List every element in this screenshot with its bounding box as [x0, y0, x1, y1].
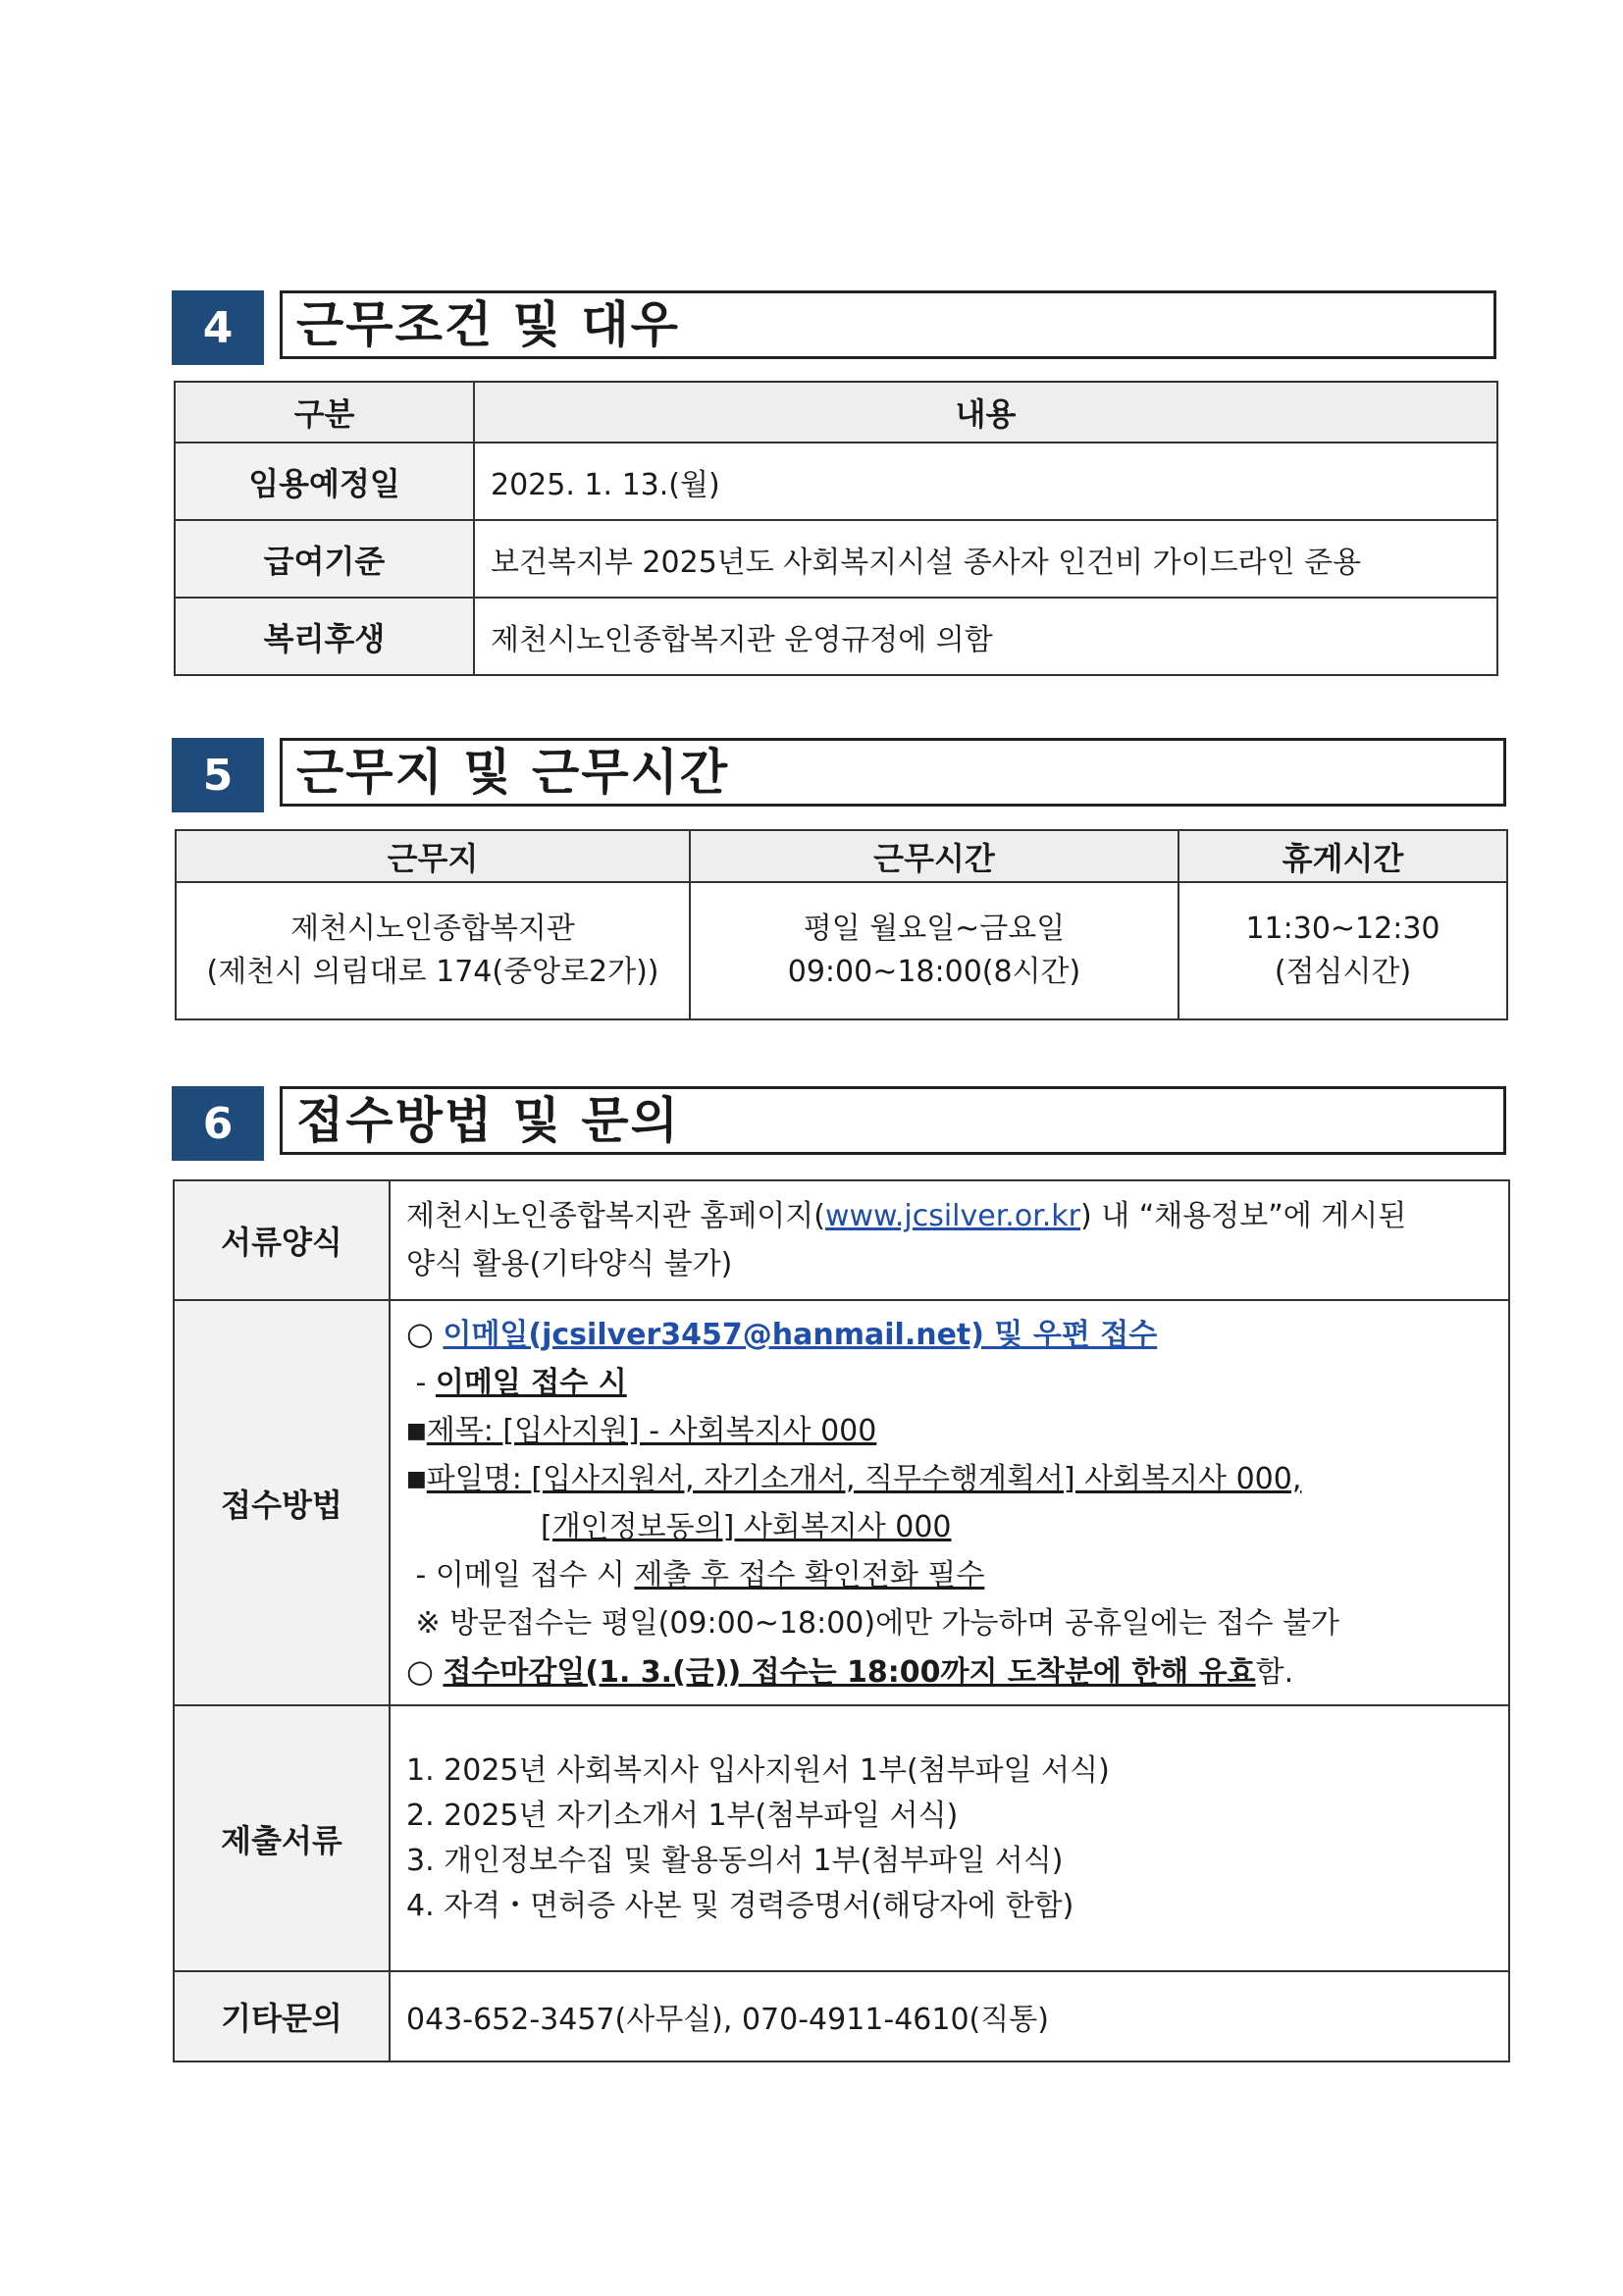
docs-content [390, 1705, 1509, 1971]
filename-value: [입사지원서, 자기소개서, 직무수행계획서] 사회복지사 000, [531, 1461, 1302, 1496]
subject-value: [입사지원] - 사회복지사 000 [502, 1413, 877, 1448]
visit-note: ※ 방문접수는 평일(09:00~18:00)에만 가능하며 공휴일에는 접수 불가 [415, 1605, 1339, 1641]
method-line-8 [406, 1647, 1492, 1696]
section-number: 5 [172, 738, 264, 812]
email-link[interactable]: 이메일(jcsilver3457@hanmail.net) 및 우편 접수 [443, 1317, 1158, 1352]
work-hours [690, 882, 1178, 1019]
row-label: 복리후생 [175, 598, 474, 675]
contact-value: 043-652-3457(사무실), 070-4911-4610(직통) [390, 1971, 1509, 2061]
confirm-required: 제출 후 접수 확인전화 필수 [634, 1557, 985, 1592]
header-category: 구분 [175, 382, 474, 443]
doc-item: 3. 개인정보수집 및 활용동의서 1부(첨부파일 서식) [406, 1843, 1064, 1878]
rest-time [1178, 882, 1507, 1019]
rest-note: (점심시간) [1274, 955, 1412, 989]
form-line-2: 양식 활용(기타양식 불가) [406, 1247, 733, 1281]
hours-time: 09:00~18:00(8시간) [787, 955, 1081, 989]
section-title: 근무지 및 근무시간 [280, 738, 1506, 807]
row-value: 제천시노인종합복지관 운영규정에 의함 [474, 598, 1497, 675]
form-text: ) 내 “채용정보”에 게시된 [1080, 1199, 1407, 1233]
header-rest: 휴게시간 [1178, 830, 1507, 882]
row-label: 임용예정일 [175, 443, 474, 520]
header-hours: 근무시간 [690, 830, 1178, 882]
doc-item: 4. 자격・면허증 사본 및 경력증명서(해당자에 한함) [406, 1888, 1074, 1923]
circle-bullet-icon: ○ [406, 1651, 434, 1690]
confirm-text: - 이메일 접수 시 [415, 1557, 635, 1592]
circle-bullet-icon: ○ [406, 1314, 434, 1352]
doc-item: 1. 2025년 사회복지사 입사지원서 1부(첨부파일 서식) [406, 1752, 1110, 1788]
row-label: 급여기준 [175, 520, 474, 598]
method-content [390, 1300, 1509, 1705]
section-6-header [172, 1086, 1506, 1161]
rest-range: 11:30~12:30 [1245, 912, 1440, 946]
dash: - [415, 1365, 427, 1400]
filename-value-2: [개인정보동의] 사회복지사 000 [541, 1509, 952, 1544]
section-4-header [172, 290, 1496, 365]
doc-item: 2. 2025년 자기소개서 1부(첨부파일 서식) [406, 1798, 959, 1833]
work-place [176, 882, 690, 1019]
homepage-link[interactable]: www.jcsilver.or.kr [824, 1199, 1080, 1233]
email-subheading: 이메일 접수 시 [435, 1365, 627, 1400]
header-content: 내용 [474, 382, 1497, 443]
subject-label: 제목: [426, 1413, 503, 1448]
square-bullet-icon: ■ [406, 1466, 427, 1491]
section-title: 근무조건 및 대우 [280, 290, 1496, 359]
section-number: 6 [172, 1086, 264, 1161]
deadline-suffix: 함. [1255, 1654, 1294, 1690]
method-line-1 [406, 1310, 1492, 1359]
hours-days: 평일 월요일~금요일 [803, 912, 1066, 946]
method-line-2 [406, 1359, 1492, 1407]
method-line-6 [406, 1551, 1492, 1599]
application-table [173, 1179, 1510, 2062]
form-label: 서류양식 [174, 1180, 390, 1300]
deadline-text: 접수마감일(1. 3.(금)) 접수는 18:00까지 도착분에 한해 유효 [443, 1654, 1256, 1690]
header-place: 근무지 [176, 830, 690, 882]
work-conditions-table [174, 381, 1498, 676]
form-content [390, 1180, 1509, 1300]
row-value: 보건복지부 2025년도 사회복지시설 종사자 인건비 가이드라인 준용 [474, 520, 1497, 598]
method-line-7 [406, 1599, 1492, 1647]
square-bullet-icon: ■ [406, 1418, 427, 1443]
method-line-4 [406, 1455, 1492, 1503]
place-name: 제천시노인종합복지관 [290, 912, 575, 946]
work-place-hours-table [175, 829, 1508, 1020]
place-address: (제천시 의림대로 174(중앙로2가)) [206, 955, 659, 989]
section-number: 4 [172, 290, 264, 365]
form-text: 제천시노인종합복지관 홈페이지( [406, 1199, 825, 1233]
filename-label: 파일명: [426, 1461, 532, 1496]
row-value: 2025. 1. 13.(월) [474, 443, 1497, 520]
docs-label: 제출서류 [174, 1705, 390, 1971]
form-line-1 [406, 1192, 1492, 1240]
section-title: 접수방법 및 문의 [280, 1086, 1506, 1155]
method-line-5 [406, 1503, 1492, 1551]
section-5-header [172, 738, 1506, 812]
method-label: 접수방법 [174, 1300, 390, 1705]
method-line-3 [406, 1407, 1492, 1455]
contact-label: 기타문의 [174, 1971, 390, 2061]
